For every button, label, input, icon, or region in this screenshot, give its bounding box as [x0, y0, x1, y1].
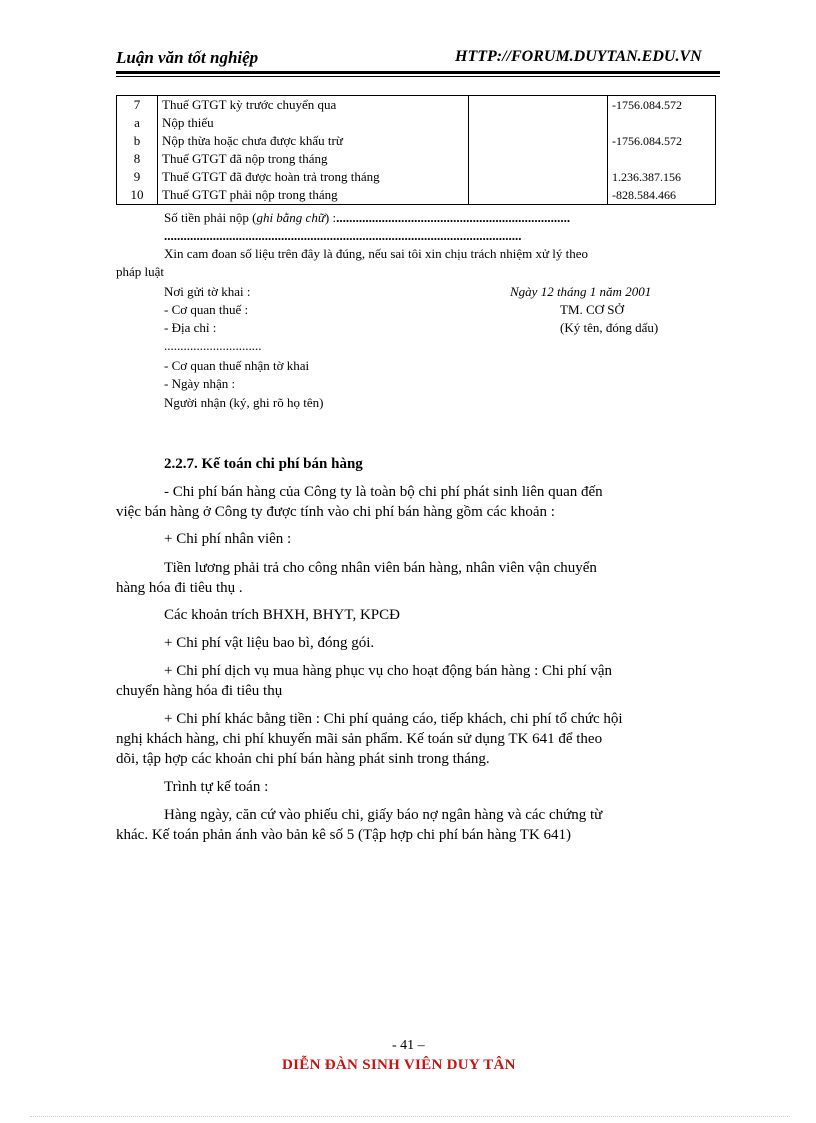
- vat-table: [116, 95, 716, 205]
- row-description: Nộp thiếu: [158, 114, 469, 132]
- para-5: + Chi phí vật liệu bao bì, đóng gói.: [164, 635, 375, 651]
- receive-date: - Ngày nhận :: [164, 376, 236, 391]
- amount-dots-2: [164, 227, 522, 245]
- table-row: [117, 186, 716, 205]
- amount-label-end: ) :: [324, 210, 337, 225]
- header-url: HTTP://FORUM.DUYTAN.EDU.VN: [455, 48, 702, 65]
- para-8: Trình tự kế toán :: [164, 779, 269, 795]
- row-value: -828.584.466: [608, 186, 716, 205]
- commit-line-2: pháp luật: [116, 264, 165, 279]
- para-2: + Chi phí nhân viên :: [164, 531, 292, 547]
- amount-dots: ........................................................................: [336, 210, 571, 225]
- row-description: Thuế GTGT phải nộp trong tháng: [158, 186, 469, 205]
- para-9-line-2: khác. Kế toán phản ánh vào bản kê số 5 (Tập hợp chi phí bán hàng TK 641): [116, 827, 572, 843]
- amount-label-italic: ghi bằng chữ: [256, 210, 325, 225]
- row-description: Thuế GTGT đã được hoàn trả trong tháng: [158, 168, 469, 186]
- table-row: [117, 96, 716, 115]
- para-9-line-1: Hàng ngày, căn cứ vào phiếu chi, giấy báo nợ ngân hàng và các chứng từ: [164, 807, 603, 823]
- row-description: Thuế GTGT kỳ trước chuyển qua: [158, 96, 469, 115]
- row-blank-cell: [469, 168, 608, 186]
- section-heading: 2.2.7. Kế toán chi phí bán hàng: [164, 456, 363, 472]
- row-index: 8: [117, 150, 158, 168]
- commit-line-1: Xin cam đoan số liệu trên đây là đúng, nếu sai tôi xin chịu trách nhiệm xử lý theo: [164, 246, 589, 261]
- address: - Địa chỉ :: [164, 320, 217, 335]
- page-number: - 41 –: [392, 1038, 425, 1053]
- row-value: [608, 114, 716, 132]
- para-7-line-1: + Chi phí khác bằng tiền : Chi phí quảng cáo, tiếp khách, chi phí tổ chức hội: [164, 711, 623, 727]
- para-7-line-3: dõi, tập hợp các khoản chi phí bán hàng phát sinh trong tháng.: [116, 751, 490, 767]
- row-value: -1756.084.572: [608, 132, 716, 150]
- para-1-line-1: - Chi phí bán hàng của Công ty là toàn bộ chi phí phát sinh liên quan đến: [164, 484, 603, 500]
- row-description: Thuế GTGT đã nộp trong tháng: [158, 150, 469, 168]
- row-index: 10: [117, 186, 158, 205]
- row-value: -1756.084.572: [608, 96, 716, 115]
- row-index: 9: [117, 168, 158, 186]
- para-3-line-1: Tiền lương phải trả cho công nhân viên bán hàng, nhân viên vận chuyển: [164, 560, 597, 576]
- amount-dots-2-text: ..............................................................................................................: [164, 228, 522, 243]
- row-blank-cell: [469, 96, 608, 115]
- row-value: 1.236.387.156: [608, 168, 716, 186]
- amount-label: Số tiền phải nộp (: [164, 210, 257, 225]
- para-1-line-2: việc bán hàng ở Công ty được tính vào chi phí bán hàng gồm các khoản :: [116, 504, 555, 520]
- para-6-line-1: + Chi phí dịch vụ mua hàng phục vụ cho hoạt động bán hàng : Chi phí vận: [164, 663, 612, 679]
- table-row: [117, 150, 716, 168]
- amount-in-words-line: [164, 209, 570, 227]
- row-blank-cell: [469, 132, 608, 150]
- para-4: Các khoản trích BHXH, BHYT, KPCĐ: [164, 607, 400, 623]
- para-6-line-2: chuyển hàng hóa đi tiêu thụ: [116, 683, 283, 699]
- para-7-line-2: nghị khách hàng, chi phí khuyến mãi sản phẩm. Kế toán sử dụng TK 641 để theo: [116, 731, 603, 747]
- para-3-line-2: hàng hóa đi tiêu thụ .: [116, 580, 243, 596]
- row-index: b: [117, 132, 158, 150]
- row-description: Nộp thừa hoặc chưa được khấu trừ: [158, 132, 469, 150]
- row-value: [608, 150, 716, 168]
- row-blank-cell: [469, 186, 608, 205]
- row-blank-cell: [469, 150, 608, 168]
- header-title: Luận văn tốt nghiệp: [116, 48, 259, 67]
- header-rule-thin: [116, 76, 720, 77]
- sign-note: (Ký tên, đóng dấu): [560, 320, 659, 335]
- page-bottom-divider: [30, 1116, 790, 1117]
- row-blank-cell: [469, 114, 608, 132]
- header-rule-thick: [116, 71, 720, 74]
- row-index: a: [117, 114, 158, 132]
- send-place: Nơi gửi tờ khai :: [164, 284, 251, 299]
- address-dots: ..............................: [164, 338, 262, 353]
- footer-forum-title: DIỄN ĐÀN SINH VIÊN DUY TÂN: [282, 1057, 516, 1073]
- table-row: [117, 114, 716, 132]
- tax-office: - Cơ quan thuế :: [164, 302, 249, 317]
- signing-date: Ngày 12 tháng 1 năm 2001: [510, 284, 652, 299]
- receiver: Người nhận (ký, ghi rõ họ tên): [164, 395, 324, 410]
- table-row: [117, 168, 716, 186]
- row-index: 7: [117, 96, 158, 115]
- tm-label: TM. CƠ SỞ: [560, 302, 624, 317]
- receiver-office: - Cơ quan thuế nhận tờ khai: [164, 358, 310, 373]
- table-row: [117, 132, 716, 150]
